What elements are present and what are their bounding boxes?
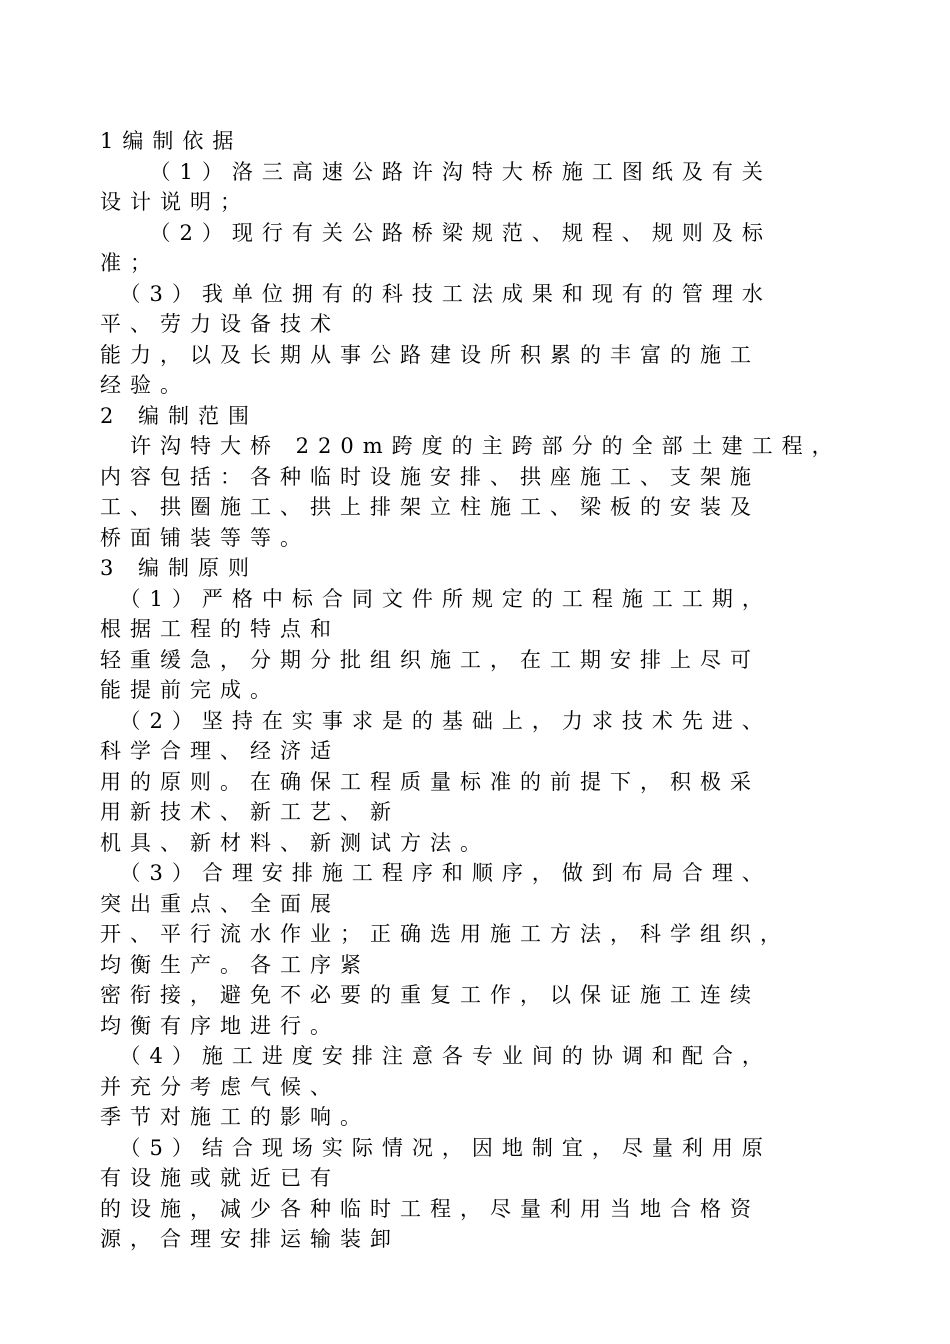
text-line: 季节对施工的影响。	[100, 1105, 370, 1129]
text-line: 源，合理安排运输装卸	[100, 1227, 400, 1251]
heading-3: 3 编制原则	[100, 556, 259, 580]
text-line: 有设施或就近已有	[100, 1166, 340, 1190]
text-line: 许沟特大桥 220m跨度的主跨部分的全部土建工程，	[100, 434, 842, 458]
text-line: 用的原则。在确保工程质量标准的前提下，积极采	[100, 769, 760, 794]
text-line: 均衡有序地进行。	[100, 1013, 340, 1038]
text-line: （3）合理安排施工程序和顺序，做到布局合理、	[100, 861, 772, 885]
text-line: 经验。	[100, 373, 190, 397]
text-line: 均衡生产。各工序紧	[100, 952, 370, 977]
document-body	[100, 126, 860, 1255]
text-line: 并充分考虑气候、	[100, 1074, 340, 1099]
text-line: 用新技术、新工艺、新	[100, 800, 400, 824]
text-line: 工、拱圈施工、拱上排架立柱施工、梁板的安装及	[100, 495, 760, 519]
text-line: （2）现行有关公路桥梁规范、规程、规则及标	[100, 220, 772, 245]
heading-1: 1编制依据	[100, 129, 243, 153]
text-line: 机具、新材料、新测试方法。	[100, 830, 490, 855]
text-line: 桥面铺装等等。	[100, 525, 310, 550]
text-line: （2）坚持在实事求是的基础上，力求技术先进、	[100, 708, 772, 733]
text-line: 能力，以及长期从事公路建设所积累的丰富的施工	[100, 342, 760, 367]
text-line: 突出重点、全面展	[100, 891, 340, 916]
text-line: （1）洛三高速公路许沟特大桥施工图纸及有关	[100, 159, 772, 184]
text-line: （4）施工进度安排注意各专业间的协调和配合，	[100, 1044, 772, 1068]
text-line: 的设施，减少各种临时工程，尽量利用当地合格资	[100, 1196, 760, 1221]
text-line: （5）结合现场实际情况，因地制宜，尽量利用原	[100, 1135, 772, 1160]
text-line: 准；	[100, 251, 160, 275]
text-line: 平、劳力设备技术	[100, 312, 340, 336]
text-line: 能提前完成。	[100, 678, 280, 702]
text-line: 设计说明；	[100, 190, 250, 214]
heading-2: 2 编制范围	[100, 403, 259, 428]
text-line: 根据工程的特点和	[100, 617, 340, 641]
text-line: 开、平行流水作业；正确选用施工方法，科学组织，	[100, 922, 790, 946]
text-line: （1）严格中标合同文件所规定的工程施工工期，	[100, 586, 772, 611]
text-line: （3）我单位拥有的科技工法成果和现有的管理水	[100, 281, 772, 306]
text-line: 科学合理、经济适	[100, 739, 340, 763]
text-line: 内容包括：各种临时设施安排、拱座施工、支架施	[100, 464, 760, 489]
text-line: 密衔接，避免不必要的重复工作，以保证施工连续	[100, 983, 760, 1007]
text-line: 轻重缓急，分期分批组织施工，在工期安排上尽可	[100, 647, 760, 672]
